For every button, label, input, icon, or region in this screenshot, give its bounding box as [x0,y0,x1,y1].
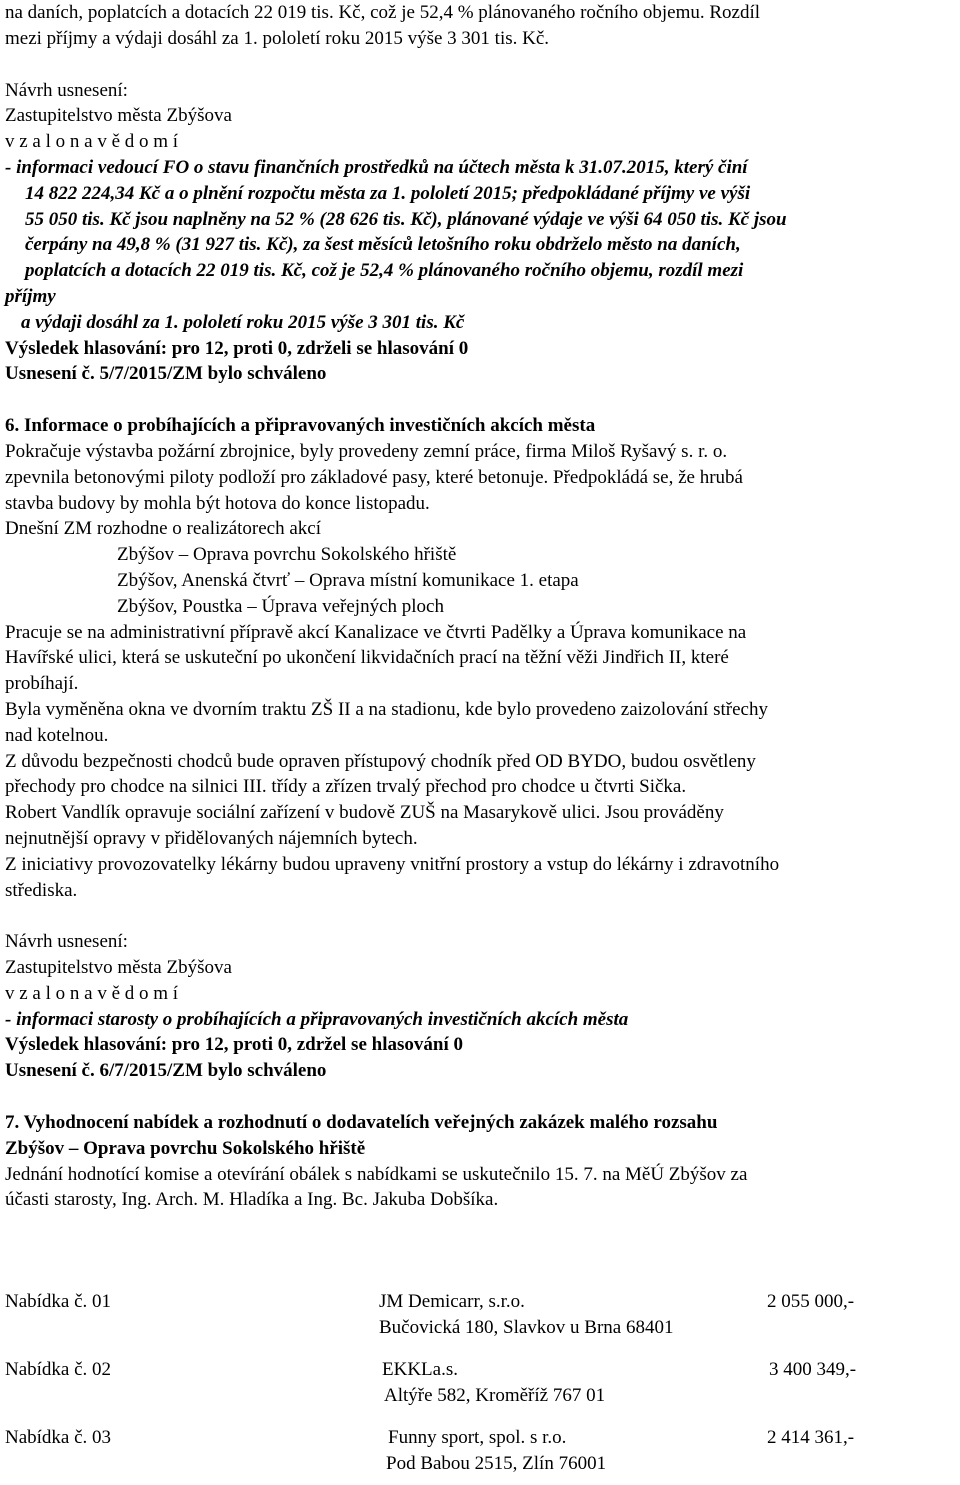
offer-address: Bučovická 180, Slavkov u Brna 68401 [379,1317,674,1339]
paragraph-line: stavba budovy by mohla být hotova do konce listopadu. [5,492,430,514]
offer-label: Nabídka č. 01 [5,1291,112,1313]
intro-line: na daních, poplatcích a dotacích 22 019 tis. Kč, což je 52,4 % plánovaného ročního objemu. Rozdíl [5,2,761,23]
paragraph-line: střediska. [5,879,78,901]
resolution-text-line: 55 050 tis. Kč jsou naplněny na 52 % (28 626 tis. Kč), plánované výdaje ve výši 64 050 tis. Kč jsou [25,208,787,230]
offer-address: Altýře 582, Kroměříž 767 01 [384,1385,606,1407]
paragraph-line: zpevnila betonovými piloty podloží pro základové pasy, které betonuje. Předpokládá se, že hrubá [5,466,743,488]
resolution-text-line: poplatcích a dotacích 22 019 tis. Kč, což je 52,4 % plánovaného ročního objemu, rozdíl mezi [25,260,744,282]
paragraph-line: Byla vyměněna okna ve dvorním traktu ZŠ II a na stadionu, kde bylo provedeno zaizolování střechy [5,698,768,720]
resolution-noted: v z a l o n a v ě d o m í [5,131,179,153]
resolution-text-line: 14 822 224,34 Kč a o plnění rozpočtu města za 1. pololetí 2015; předpokládané příjmy ve výši [25,182,751,204]
resolution-text-line: čerpány na 49,8 % (31 927 tis. Kč), za šest měsíců letošního roku obdrželo město na daních, [25,234,741,256]
resolution-text-line: - informaci vedoucí FO o stavu finančních prostředků na účtech města k 31.07.2015, který činí [5,156,748,178]
paragraph-line: nad kotelnou. [5,724,109,746]
section-7-subheading: Zbýšov – Oprava povrchu Sokolského hřiště [5,1137,366,1159]
project-item: Zbýšov, Anenská čtvrť – Oprava místní komunikace 1. etapa [117,569,579,591]
paragraph-line: probíhají. [5,673,79,695]
document-page [5,0,960,1477]
paragraph-line: Jednání hodnotící komise a otevírání obálek s nabídkami se uskutečnilo 15. 7. na MěÚ Zbýšov za [5,1163,748,1185]
resolution-text-line: příjmy [5,285,56,307]
intro-line: mezi příjmy a výdaji dosáhl za 1. pololetí roku 2015 výše 3 301 tis. Kč. [5,27,550,49]
resolution-text-line: - informaci starosty o probíhajících a připravovaných investičních akcích města [5,1008,629,1030]
section-7-heading: 7. Vyhodnocení nabídek a rozhodnutí o dodavatelích veřejných zakázek malého rozsahu [5,1112,718,1134]
vote-result: Výsledek hlasování: pro 12, proti 0, zdržel se hlasování 0 [5,1034,463,1056]
paragraph-line: účasti starosty, Ing. Arch. M. Hladíka a Ing. Bc. Jakuba Dobšíka. [5,1189,499,1211]
offer-row [5,1289,960,1341]
council-name: Zastupitelstvo města Zbýšova [5,957,232,979]
resolution-proposal-label: Návrh usnesení: [5,931,128,953]
offer-label: Nabídka č. 03 [5,1427,112,1449]
project-item: Zbýšov, Poustka – Úprava veřejných ploch [117,595,444,617]
section-6-heading: 6. Informace o probíhajících a připravovaných investičních akcích města [5,415,596,437]
paragraph-line: nejnutnější opravy v přidělovaných nájemních bytech. [5,827,418,849]
paragraph-line: Pokračuje výstavba požární zbrojnice, byly provedeny zemní práce, firma Miloš Ryšavý s. r. o. [5,440,728,462]
offer-label: Nabídka č. 02 [5,1359,112,1381]
offer-price: 2 055 000,- [767,1291,855,1313]
project-item: Zbýšov – Oprava povrchu Sokolského hřiště [117,544,457,566]
resolution-text-line: a výdaji dosáhl za 1. pololetí roku 2015 výše 3 301 tis. Kč [21,311,465,333]
zm-intro: Dnešní ZM rozhodne o realizátorech akcí [5,518,322,540]
offer-price: 3 400 349,- [769,1359,857,1381]
resolution-noted: v z a l o n a v ě d o m í [5,982,179,1004]
offer-address: Pod Babou 2515, Zlín 76001 [386,1453,607,1475]
resolution-approved: Usnesení č. 5/7/2015/ZM bylo schváleno [5,363,327,385]
paragraph-line: Robert Vandlík opravuje sociální zařízení v budově ZUŠ na Masarykově ulici. Jsou prováděny [5,802,724,824]
paragraph-line: Havířské ulici, která se uskuteční po ukončení likvidačních prací na těžní věži Jindřich II, které [5,647,729,669]
offer-company: EKKLa.s. [382,1359,458,1381]
offer-row [5,1357,960,1409]
resolution-proposal-label: Návrh usnesení: [5,79,128,101]
paragraph-line: Pracuje se na administrativní přípravě akcí Kanalizace ve čtvrti Padělky a Úprava komunikace na [5,621,747,643]
vote-result: Výsledek hlasování: pro 12, proti 0, zdrželi se hlasování 0 [5,337,469,359]
offer-company: JM Demicarr, s.r.o. [379,1291,525,1313]
paragraph-line: Z iniciativy provozovatelky lékárny budou upraveny vnitřní prostory a vstup do lékárny i zdravotního [5,853,780,875]
offer-row [5,1425,960,1477]
offer-company: Funny sport, spol. s r.o. [388,1427,567,1449]
resolution-approved: Usnesení č. 6/7/2015/ZM bylo schváleno [5,1060,327,1082]
council-name: Zastupitelstvo města Zbýšova [5,105,232,127]
offer-price: 2 414 361,- [767,1427,855,1449]
paragraph-line: Z důvodu bezpečnosti chodců bude opraven přístupový chodník před OD BYDO, budou osvětleny [5,750,756,772]
paragraph-line: přechody pro chodce na silnici III. třídy a zřízen trvalý přechod pro chodce u čtvrti Sička. [5,776,687,798]
